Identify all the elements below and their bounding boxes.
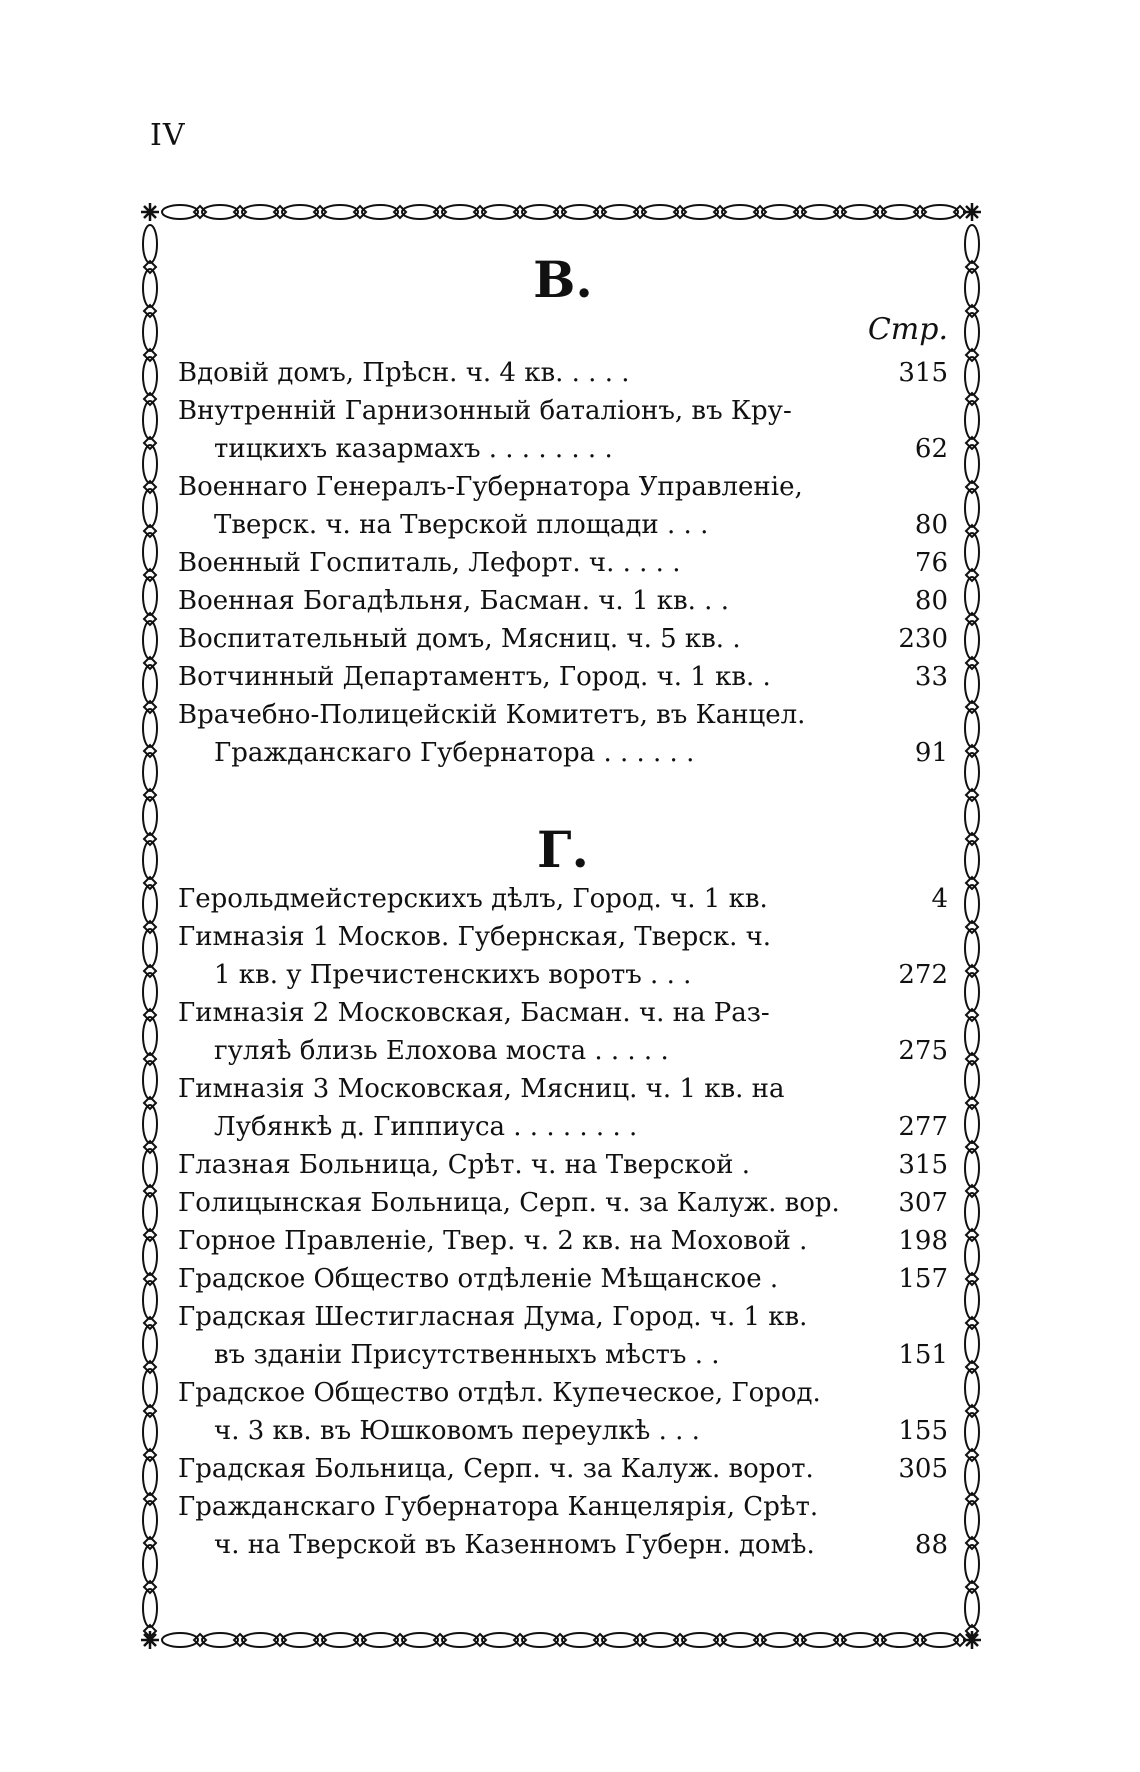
entry-line: Врачебно-Полицейскій Комитетъ, въ Канцел. <box>178 700 806 730</box>
entry-line: Гимназія 3 Московская, Мясниц. ч. 1 кв. на <box>178 1074 785 1104</box>
entry-page-number: 80 <box>914 586 948 616</box>
entry-line: тицкихъ казармахъ . . . . . . . . <box>214 434 613 464</box>
index-entry <box>178 1222 948 1260</box>
entry-page-number: 157 <box>898 1264 948 1294</box>
entry-line: Гражданскаго Губернатора Канцелярія, Срѣт. <box>178 1492 819 1522</box>
index-entry <box>178 1260 948 1298</box>
entry-line: Гимназія 2 Московская, Басман. ч. на Раз- <box>178 998 770 1028</box>
entry-line: Градское Общество отдѣленіе Мѣщанское . <box>178 1264 779 1294</box>
entry-line: Горное Правленіе, Твер. ч. 2 кв. на Моховой . <box>178 1226 808 1256</box>
index-entry <box>178 1184 948 1222</box>
entry-line: Вдовій домъ, Прѣсн. ч. 4 кв. . . . . <box>178 358 630 388</box>
entry-page-number: 277 <box>898 1112 948 1142</box>
index-entry <box>178 620 948 658</box>
entry-page-number: 305 <box>898 1454 948 1484</box>
entry-page-number: 315 <box>898 358 948 388</box>
entry-line: 1 кв. у Пречистенскихъ воротъ . . . <box>214 960 692 990</box>
index-entry <box>178 582 948 620</box>
entry-line: ч. 3 кв. въ Юшковомъ переулкѣ . . . <box>214 1416 700 1446</box>
entry-line: Военная Богадѣльня, Басман. ч. 1 кв. . . <box>178 586 729 616</box>
index-entry <box>178 880 948 918</box>
section-letter-v: В. <box>533 250 593 309</box>
section-letter-g: Г. <box>537 820 589 879</box>
entry-line: Лубянкѣ д. Гиппиуса . . . . . . . . <box>214 1112 638 1142</box>
entry-page-number: 91 <box>914 738 948 768</box>
index-entry <box>178 354 948 392</box>
index-entry <box>178 994 948 1070</box>
index-entry <box>178 658 948 696</box>
entry-line: Вотчинный Департаментъ, Город. ч. 1 кв. . <box>178 662 771 692</box>
index-entry <box>178 544 948 582</box>
index-entry <box>178 1450 948 1488</box>
entry-page-number: 62 <box>914 434 948 464</box>
index-entry <box>178 1374 948 1450</box>
index-entry <box>178 1298 948 1374</box>
index-entry <box>178 918 948 994</box>
entry-line: Градская Больница, Серп. ч. за Калуж. ворот. <box>178 1454 814 1484</box>
entry-line: ч. на Тверской въ Казенномъ Губерн. домѣ. <box>214 1530 815 1560</box>
entry-line: Военный Госпиталь, Лефорт. ч. . . . . <box>178 548 681 578</box>
entries-g <box>178 880 948 1564</box>
entry-page-number: 315 <box>898 1150 948 1180</box>
index-entry <box>178 1488 948 1564</box>
entry-line: Гражданскаго Губернатора . . . . . . <box>214 738 695 768</box>
entry-page-number: 307 <box>898 1188 948 1218</box>
entry-page-number: 155 <box>898 1416 948 1446</box>
entry-line: Градское Общество отдѣл. Купеческое, Город. <box>178 1378 821 1408</box>
entry-page-number: 198 <box>898 1226 948 1256</box>
entry-line: Голицынская Больница, Серп. ч. за Калуж. вор. <box>178 1188 840 1218</box>
entry-line: Внутренній Гарнизонный баталіонъ, въ Кру- <box>178 396 792 426</box>
entry-line: Гимназія 1 Москов. Губернская, Тверск. ч. <box>178 922 772 952</box>
entry-line: Глазная Больница, Срѣт. ч. на Тверской . <box>178 1150 751 1180</box>
index-content <box>178 250 948 1564</box>
entry-page-number: 33 <box>914 662 948 692</box>
index-entry <box>178 392 948 468</box>
entry-page-number: 272 <box>898 960 948 990</box>
entry-page-number: 151 <box>898 1340 948 1370</box>
entry-page-number: 88 <box>914 1530 948 1560</box>
entry-line: Военнаго Генералъ-Губернатора Управленіе, <box>178 472 803 502</box>
entry-line: Градская Шестигласная Дума, Город. ч. 1 кв. <box>178 1302 808 1332</box>
section-v <box>178 250 948 772</box>
entry-page-number: 275 <box>898 1036 948 1066</box>
entry-line: гуляѣ близь Елохова моста . . . . . <box>214 1036 669 1066</box>
page-number: IV <box>150 118 186 153</box>
entries-v <box>178 354 948 772</box>
entry-page-number: 80 <box>914 510 948 540</box>
entry-line: Тверск. ч. на Тверской площади . . . <box>214 510 709 540</box>
index-entry <box>178 1070 948 1146</box>
entry-page-number: 230 <box>898 624 948 654</box>
entry-page-number: 4 <box>931 884 948 914</box>
page-column-header: Стр. <box>867 312 948 347</box>
index-entry <box>178 696 948 772</box>
entry-line: Воспитательный домъ, Мясниц. ч. 5 кв. . <box>178 624 741 654</box>
index-entry <box>178 1146 948 1184</box>
entry-line: въ зданіи Присутственныхъ мѣстъ . . <box>214 1340 720 1370</box>
index-entry <box>178 468 948 544</box>
entry-page-number: 76 <box>914 548 948 578</box>
section-g <box>178 820 948 1564</box>
entry-line: Герольдмейстерскихъ дѣлъ, Город. ч. 1 кв. <box>178 884 768 914</box>
